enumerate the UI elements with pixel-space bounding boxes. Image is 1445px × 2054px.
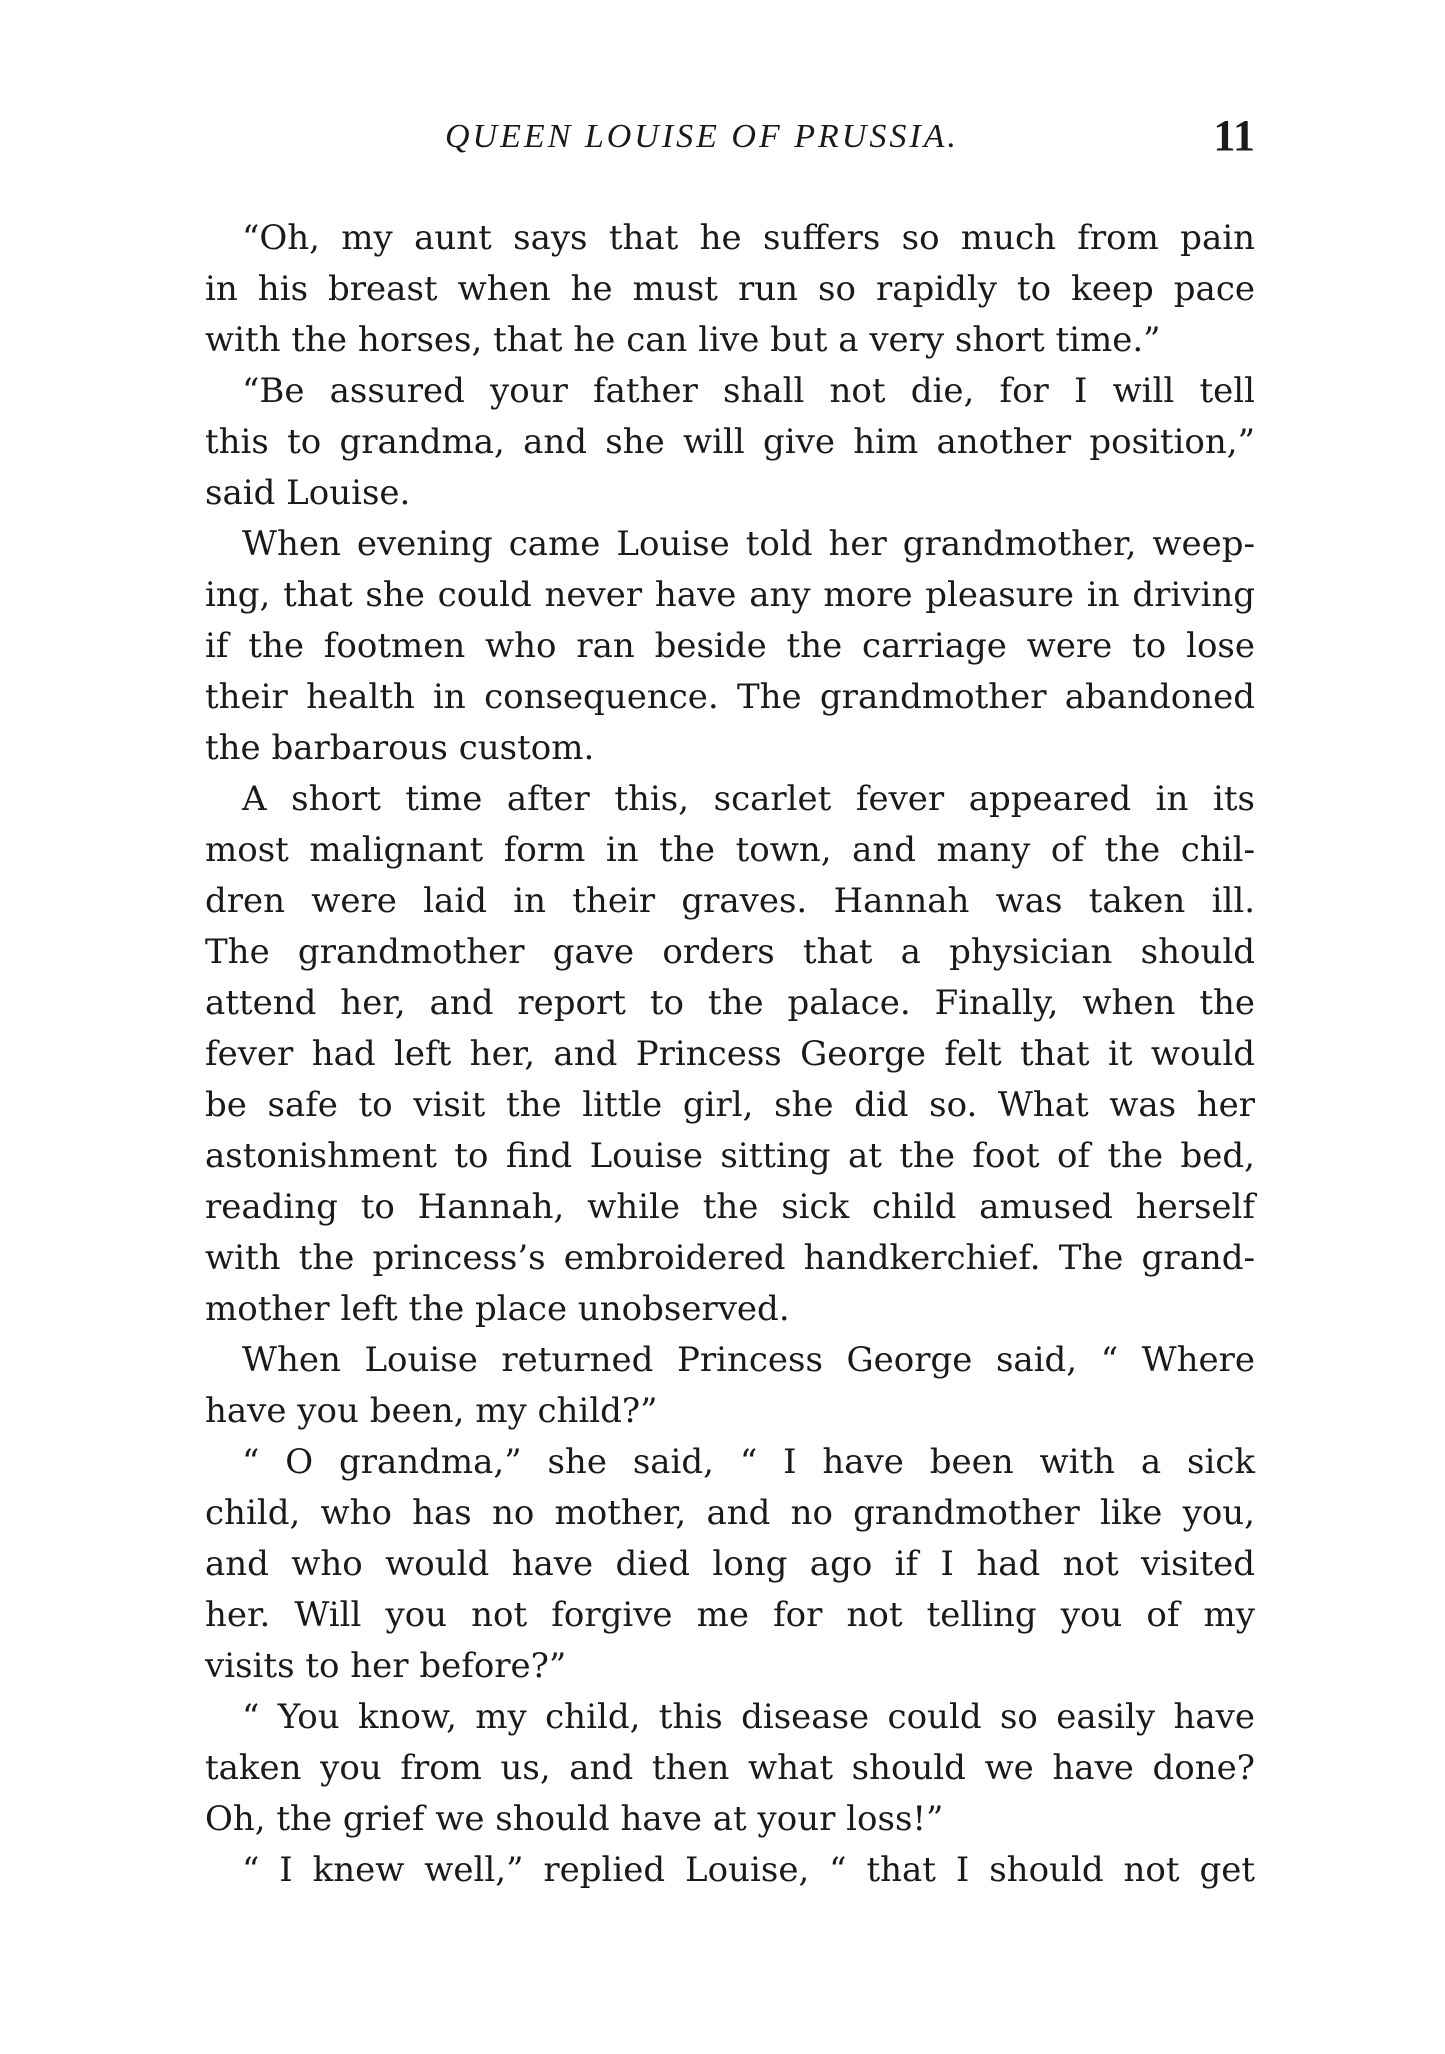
page-number: 11 [1213,111,1255,160]
text-line: be safe to visit the little girl, she did so. What was her [205,1085,1255,1125]
text-line: their health in consequence. The grandmother abandoned [205,677,1255,717]
text-line: with the princess’s embroidered handkerchief. The grand- [205,1238,1255,1278]
text-line: dren were laid in their graves. Hannah was taken ill. [205,881,1255,921]
text-line: with the horses, that he can live but a very short time.” [205,320,1161,360]
text-line: if the footmen who ran beside the carriage were to lose [205,626,1255,666]
text-line: the barbarous custom. [205,728,595,768]
text-line: fever had left her, and Princess George felt that it would [205,1034,1255,1074]
text-line: most malignant form in the town, and many of the chil- [205,830,1255,870]
text-line: “ I knew well,” replied Louise, “ that I should not get [242,1850,1255,1890]
text-line: “ You know, my child, this disease could so easily have [242,1697,1255,1737]
page-header [205,110,1255,170]
text-line: ing, that she could never have any more pleasure in driving [205,575,1255,615]
text-line: have you been, my child?” [205,1391,658,1431]
text-line: When evening came Louise told her grandmother, weep- [242,524,1255,564]
text-line: attend her, and report to the palace. Finally, when the [205,983,1255,1023]
text-line: said Louise. [205,473,411,513]
text-line: The grandmother gave orders that a physician should [205,932,1255,972]
text-line: When Louise returned Princess George said, “ Where [242,1340,1255,1380]
text-line: in his breast when he must run so rapidly to keep pace [205,269,1255,309]
text-line: child, who has no mother, and no grandmother like you, [205,1493,1255,1533]
text-line: this to grandma, and she will give him another position,” [205,422,1255,462]
text-line: visits to her before?” [205,1646,567,1686]
text-line: taken you from us, and then what should we have done? [205,1748,1255,1788]
running-title: QUEEN LOUISE OF PRUSSIA. [445,118,959,155]
text-line: astonishment to find Louise sitting at the foot of the bed, [205,1136,1255,1176]
body-text [205,213,1255,1896]
text-line: A short time after this, scarlet fever appeared in its [242,779,1255,819]
text-line: “Be assured your father shall not die, for I will tell [242,371,1255,411]
text-line: “Oh, my aunt says that he suffers so much from pain [242,218,1255,258]
text-line: “ O grandma,” she said, “ I have been with a sick [242,1442,1255,1482]
text-line: reading to Hannah, while the sick child amused herself [205,1187,1255,1227]
text-line: her. Will you not forgive me for not telling you of my [205,1595,1255,1635]
text-line: mother left the place unobserved. [205,1289,790,1329]
text-line: Oh, the grief we should have at your loss!” [205,1799,944,1839]
text-line: and who would have died long ago if I had not visited [205,1544,1255,1584]
